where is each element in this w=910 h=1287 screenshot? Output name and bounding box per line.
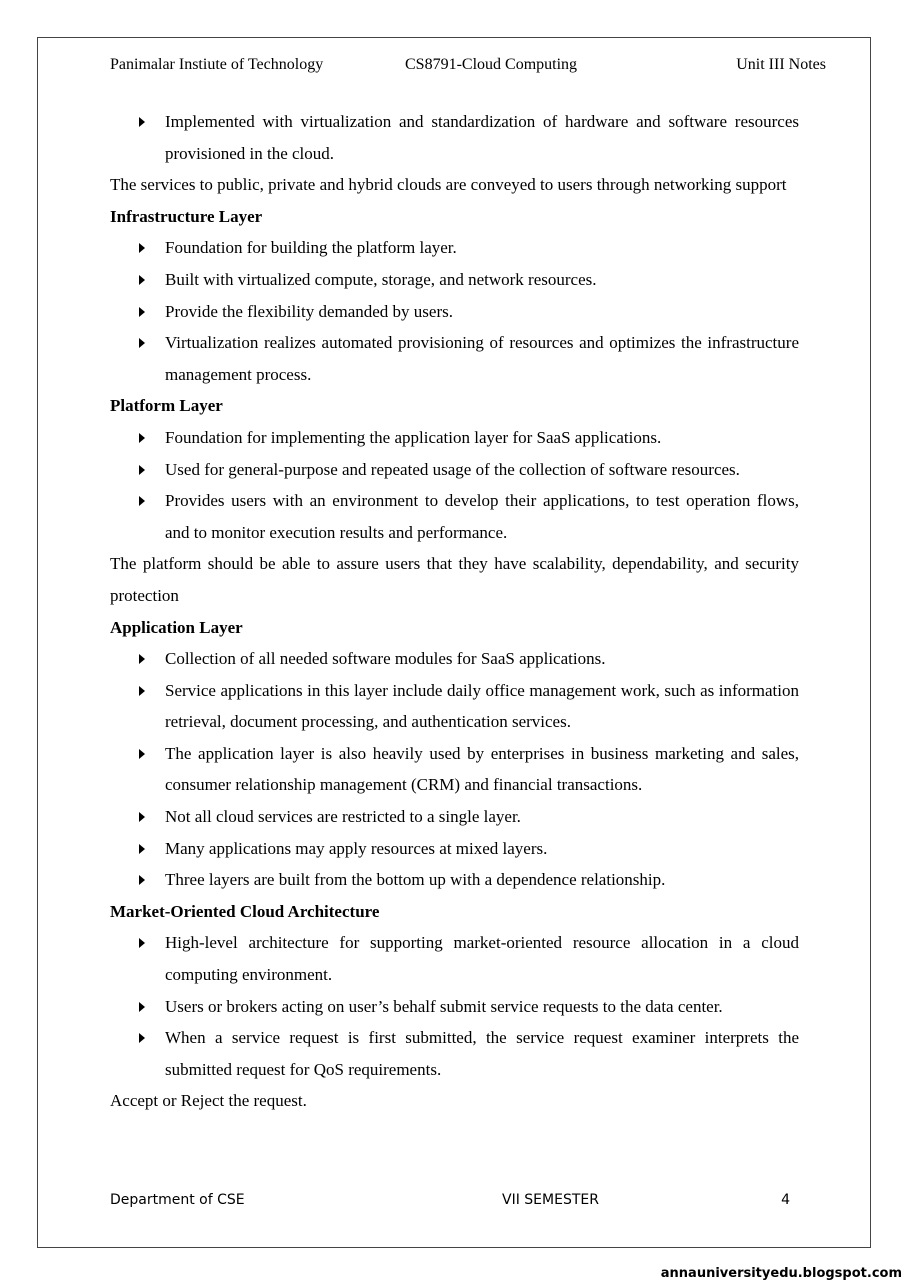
list-item: Used for general-purpose and repeated usage of the collection of software resources. <box>110 454 799 486</box>
bullet-arrow-icon <box>139 243 145 253</box>
bullet-arrow-icon <box>139 496 145 506</box>
list-item: When a service request is first submitted, the service request examiner interprets the submitted request for QoS requirements. <box>110 1022 799 1085</box>
market-bullet-list <box>110 927 799 1085</box>
list-item: Built with virtualized compute, storage, and network resources. <box>110 264 799 296</box>
intro-bullet-list <box>110 106 799 169</box>
list-item: Three layers are built from the bottom up with a dependence relationship. <box>110 864 799 896</box>
platform-bullet-list <box>110 422 799 548</box>
intro-paragraph: The services to public, private and hybrid clouds are conveyed to users through networking support <box>110 175 787 195</box>
header-unit: Unit III Notes <box>736 56 826 73</box>
bullet-arrow-icon <box>139 117 145 127</box>
list-item: Collection of all needed software modules for SaaS applications. <box>110 643 799 675</box>
list-item: Service applications in this layer include daily office management work, such as information retrieval, document processing, and authentication services. <box>110 675 799 738</box>
watermark-url: annauniversityedu.blogspot.com <box>660 1266 902 1281</box>
list-item: Many applications may apply resources at mixed layers. <box>110 833 799 865</box>
heading-market-oriented-architecture: Market-Oriented Cloud Architecture <box>110 901 380 921</box>
list-item: Foundation for building the platform layer. <box>110 232 799 264</box>
list-item: The application layer is also heavily used by enterprises in business marketing and sales, consumer relationship management (CRM) and financial transactions. <box>110 738 799 801</box>
bullet-arrow-icon <box>139 275 145 285</box>
bullet-arrow-icon <box>139 433 145 443</box>
bullet-arrow-icon <box>139 686 145 696</box>
page-footer <box>110 1192 790 1212</box>
list-item: Users or brokers acting on user’s behalf submit service requests to the data center. <box>110 991 799 1023</box>
footer-department: Department of CSE <box>110 1192 245 1208</box>
list-item: Virtualization realizes automated provisioning of resources and optimizes the infrastructure management process. <box>110 327 799 390</box>
page-header <box>110 56 826 76</box>
list-item: Provide the flexibility demanded by users. <box>110 296 799 328</box>
platform-paragraph: The platform should be able to assure users that they have scalability, dependability, and security protection <box>110 554 799 605</box>
bullet-arrow-icon <box>139 1033 145 1043</box>
list-item: Foundation for implementing the application layer for SaaS applications. <box>110 422 799 454</box>
bullet-arrow-icon <box>139 875 145 885</box>
bullet-arrow-icon <box>139 654 145 664</box>
page-number: 4 <box>781 1192 790 1208</box>
market-paragraph: Accept or Reject the request. <box>110 1091 307 1111</box>
heading-platform-layer: Platform Layer <box>110 396 223 416</box>
list-item: Provides users with an environment to develop their applications, to test operation flows, and to monitor execution results and performance. <box>110 485 799 548</box>
bullet-arrow-icon <box>139 307 145 317</box>
bullet-arrow-icon <box>139 465 145 475</box>
infrastructure-bullet-list <box>110 232 799 390</box>
bullet-arrow-icon <box>139 812 145 822</box>
page-content <box>110 106 799 1117</box>
bullet-arrow-icon <box>139 1002 145 1012</box>
header-course: CS8791-Cloud Computing <box>405 56 578 73</box>
bullet-arrow-icon <box>139 938 145 948</box>
list-item: Not all cloud services are restricted to a single layer. <box>110 801 799 833</box>
bullet-arrow-icon <box>139 749 145 759</box>
heading-application-layer: Application Layer <box>110 617 243 637</box>
bullet-arrow-icon <box>139 338 145 348</box>
header-institute: Panimalar Instiute of Technology <box>110 56 324 73</box>
heading-infrastructure-layer: Infrastructure Layer <box>110 206 263 226</box>
list-item: Implemented with virtualization and standardization of hardware and software resources provisioned in the cloud. <box>110 106 799 169</box>
footer-semester: VII SEMESTER <box>502 1192 599 1208</box>
bullet-arrow-icon <box>139 844 145 854</box>
application-bullet-list <box>110 643 799 896</box>
list-item: High-level architecture for supporting market-oriented resource allocation in a cloud computing environment. <box>110 927 799 990</box>
